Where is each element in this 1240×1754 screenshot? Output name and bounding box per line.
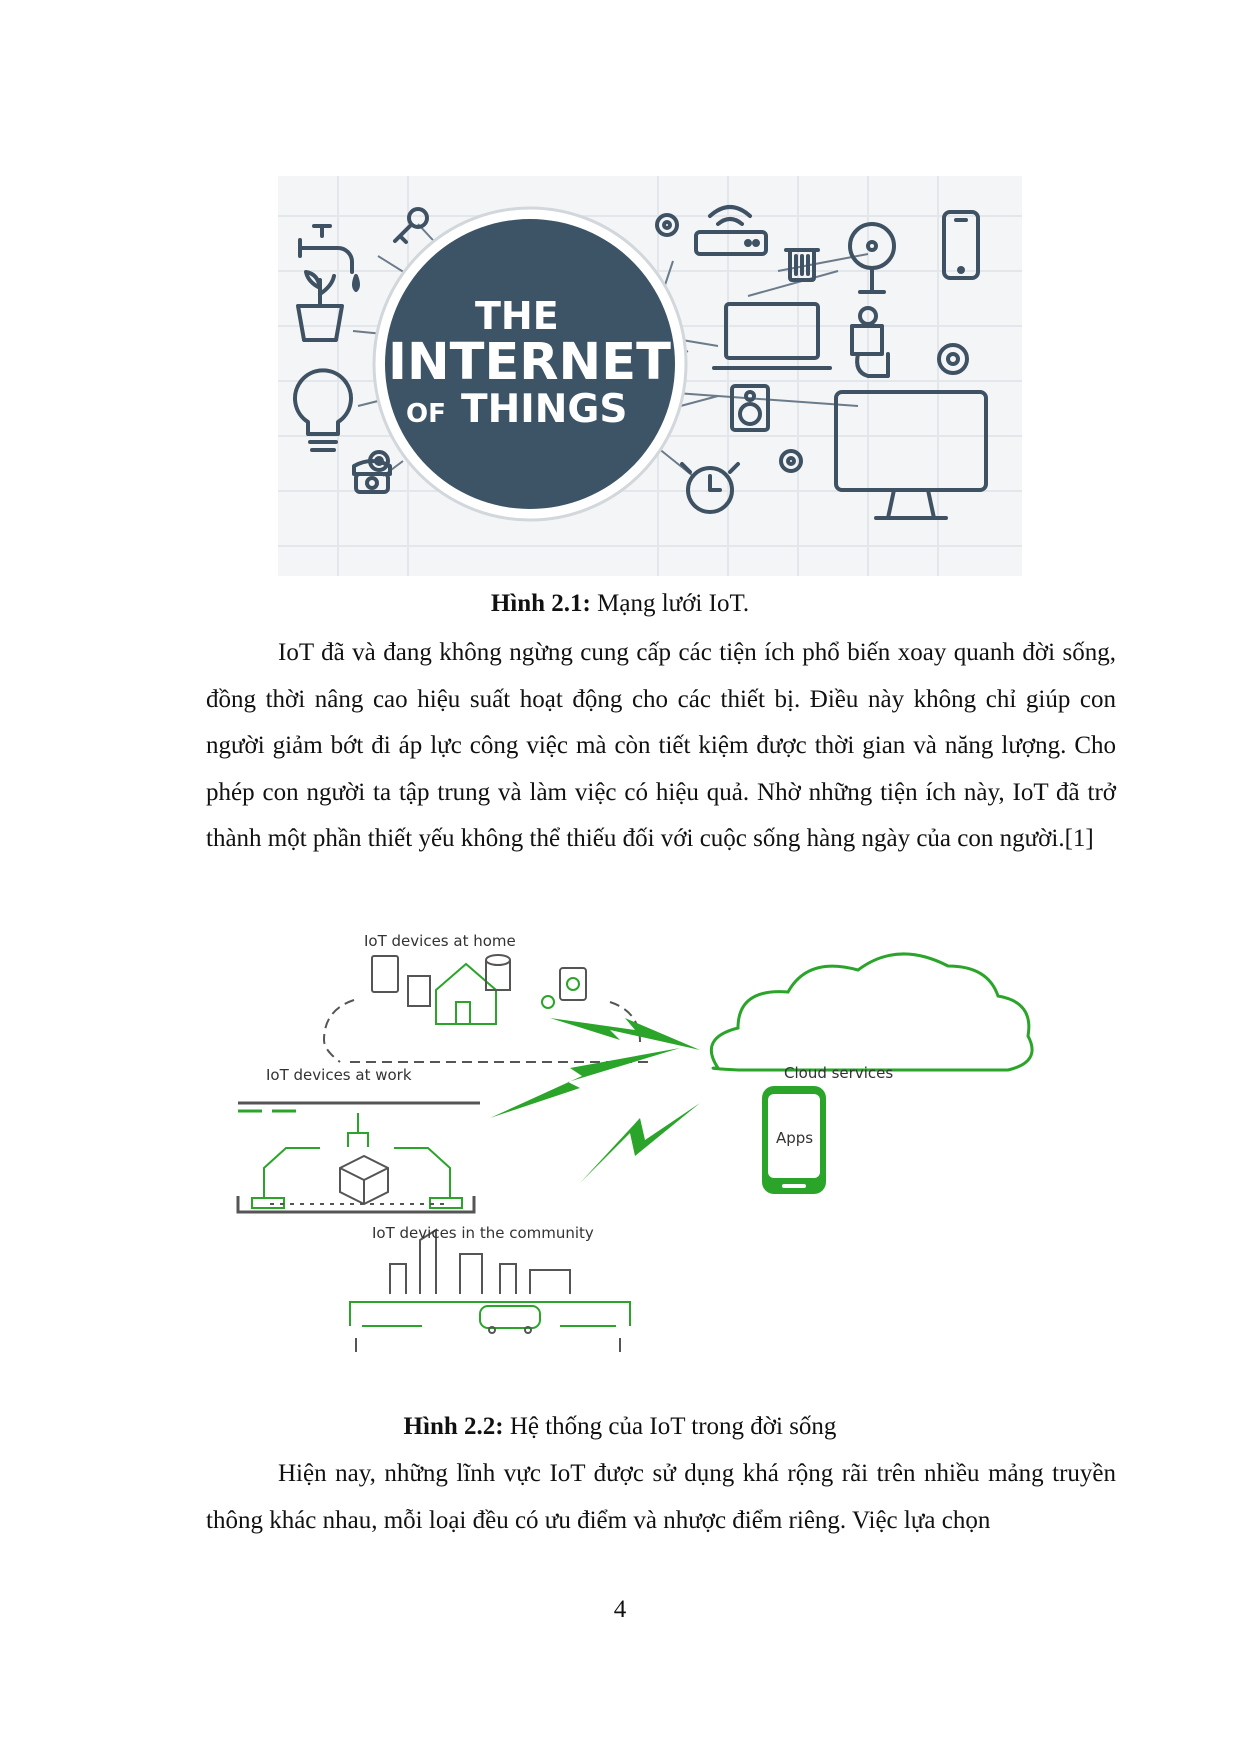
lightning-bolt-icon: [580, 1103, 700, 1183]
logo-line-things: THINGS: [461, 387, 628, 432]
figure-1-caption-text: Mạng lưới IoT.: [590, 590, 750, 617]
iot-network-figure: [278, 176, 1022, 576]
logo-line-the: THE: [475, 294, 559, 338]
work-devices-illustration: [238, 1103, 480, 1212]
logo-line-of: OF: [406, 399, 446, 429]
label-cloud: Cloud services: [784, 1064, 894, 1082]
body-paragraph-1: IoT đã và đang không ngừng cung cấp các tiện ích phổ biến xoay quanh đời sống, đồng thời nâng cao hiệu suất hoạt động cho các thiết bị. Điều này không chỉ giúp con người giảm bớt đi áp lực công việc mà còn tiết kiệm được thời gian và năng lượng. Cho phép con người ta tập trung và làm việc có hiệu quả. Nhờ những tiện ích này, IoT đã trở thành một phần thiết yếu không thể thiếu đối với cuộc sống hàng ngày của con người.[1]: [206, 639, 1116, 852]
logo-line-internet: INTERNET: [388, 333, 671, 392]
community-devices-illustration: [350, 1230, 630, 1352]
trash-can-icon: [786, 250, 818, 280]
figure-2-caption: [0, 1413, 1240, 1441]
home-devices-illustration: [324, 955, 650, 1062]
label-community: IoT devices in the community: [372, 1224, 594, 1242]
lightning-bolt-icon: [550, 1018, 700, 1050]
figure-2-caption-text: Hệ thống của IoT trong đời sống: [503, 1413, 837, 1440]
figure-1-caption-label: Hình 2.1:: [490, 590, 591, 617]
label-apps: Apps: [776, 1129, 814, 1147]
figure-2-caption-label: Hình 2.2:: [403, 1413, 504, 1440]
body-paragraph-2: Hiện nay, những lĩnh vực IoT được sử dụng khá rộng rãi trên nhiều mảng truyền thông khác nhau, mỗi loại đều có ưu điểm và nhược điểm riêng. Việc lựa chọn: [206, 1460, 1116, 1534]
label-home: IoT devices at home: [364, 932, 516, 950]
iot-system-diagram: [230, 918, 1110, 1388]
page-number: 4: [613, 1596, 627, 1623]
lightning-bolt-icon: [490, 1048, 680, 1118]
label-work: IoT devices at work: [266, 1066, 412, 1084]
cloud-shape: [711, 954, 1032, 1070]
figure-1-caption: [0, 590, 1240, 618]
